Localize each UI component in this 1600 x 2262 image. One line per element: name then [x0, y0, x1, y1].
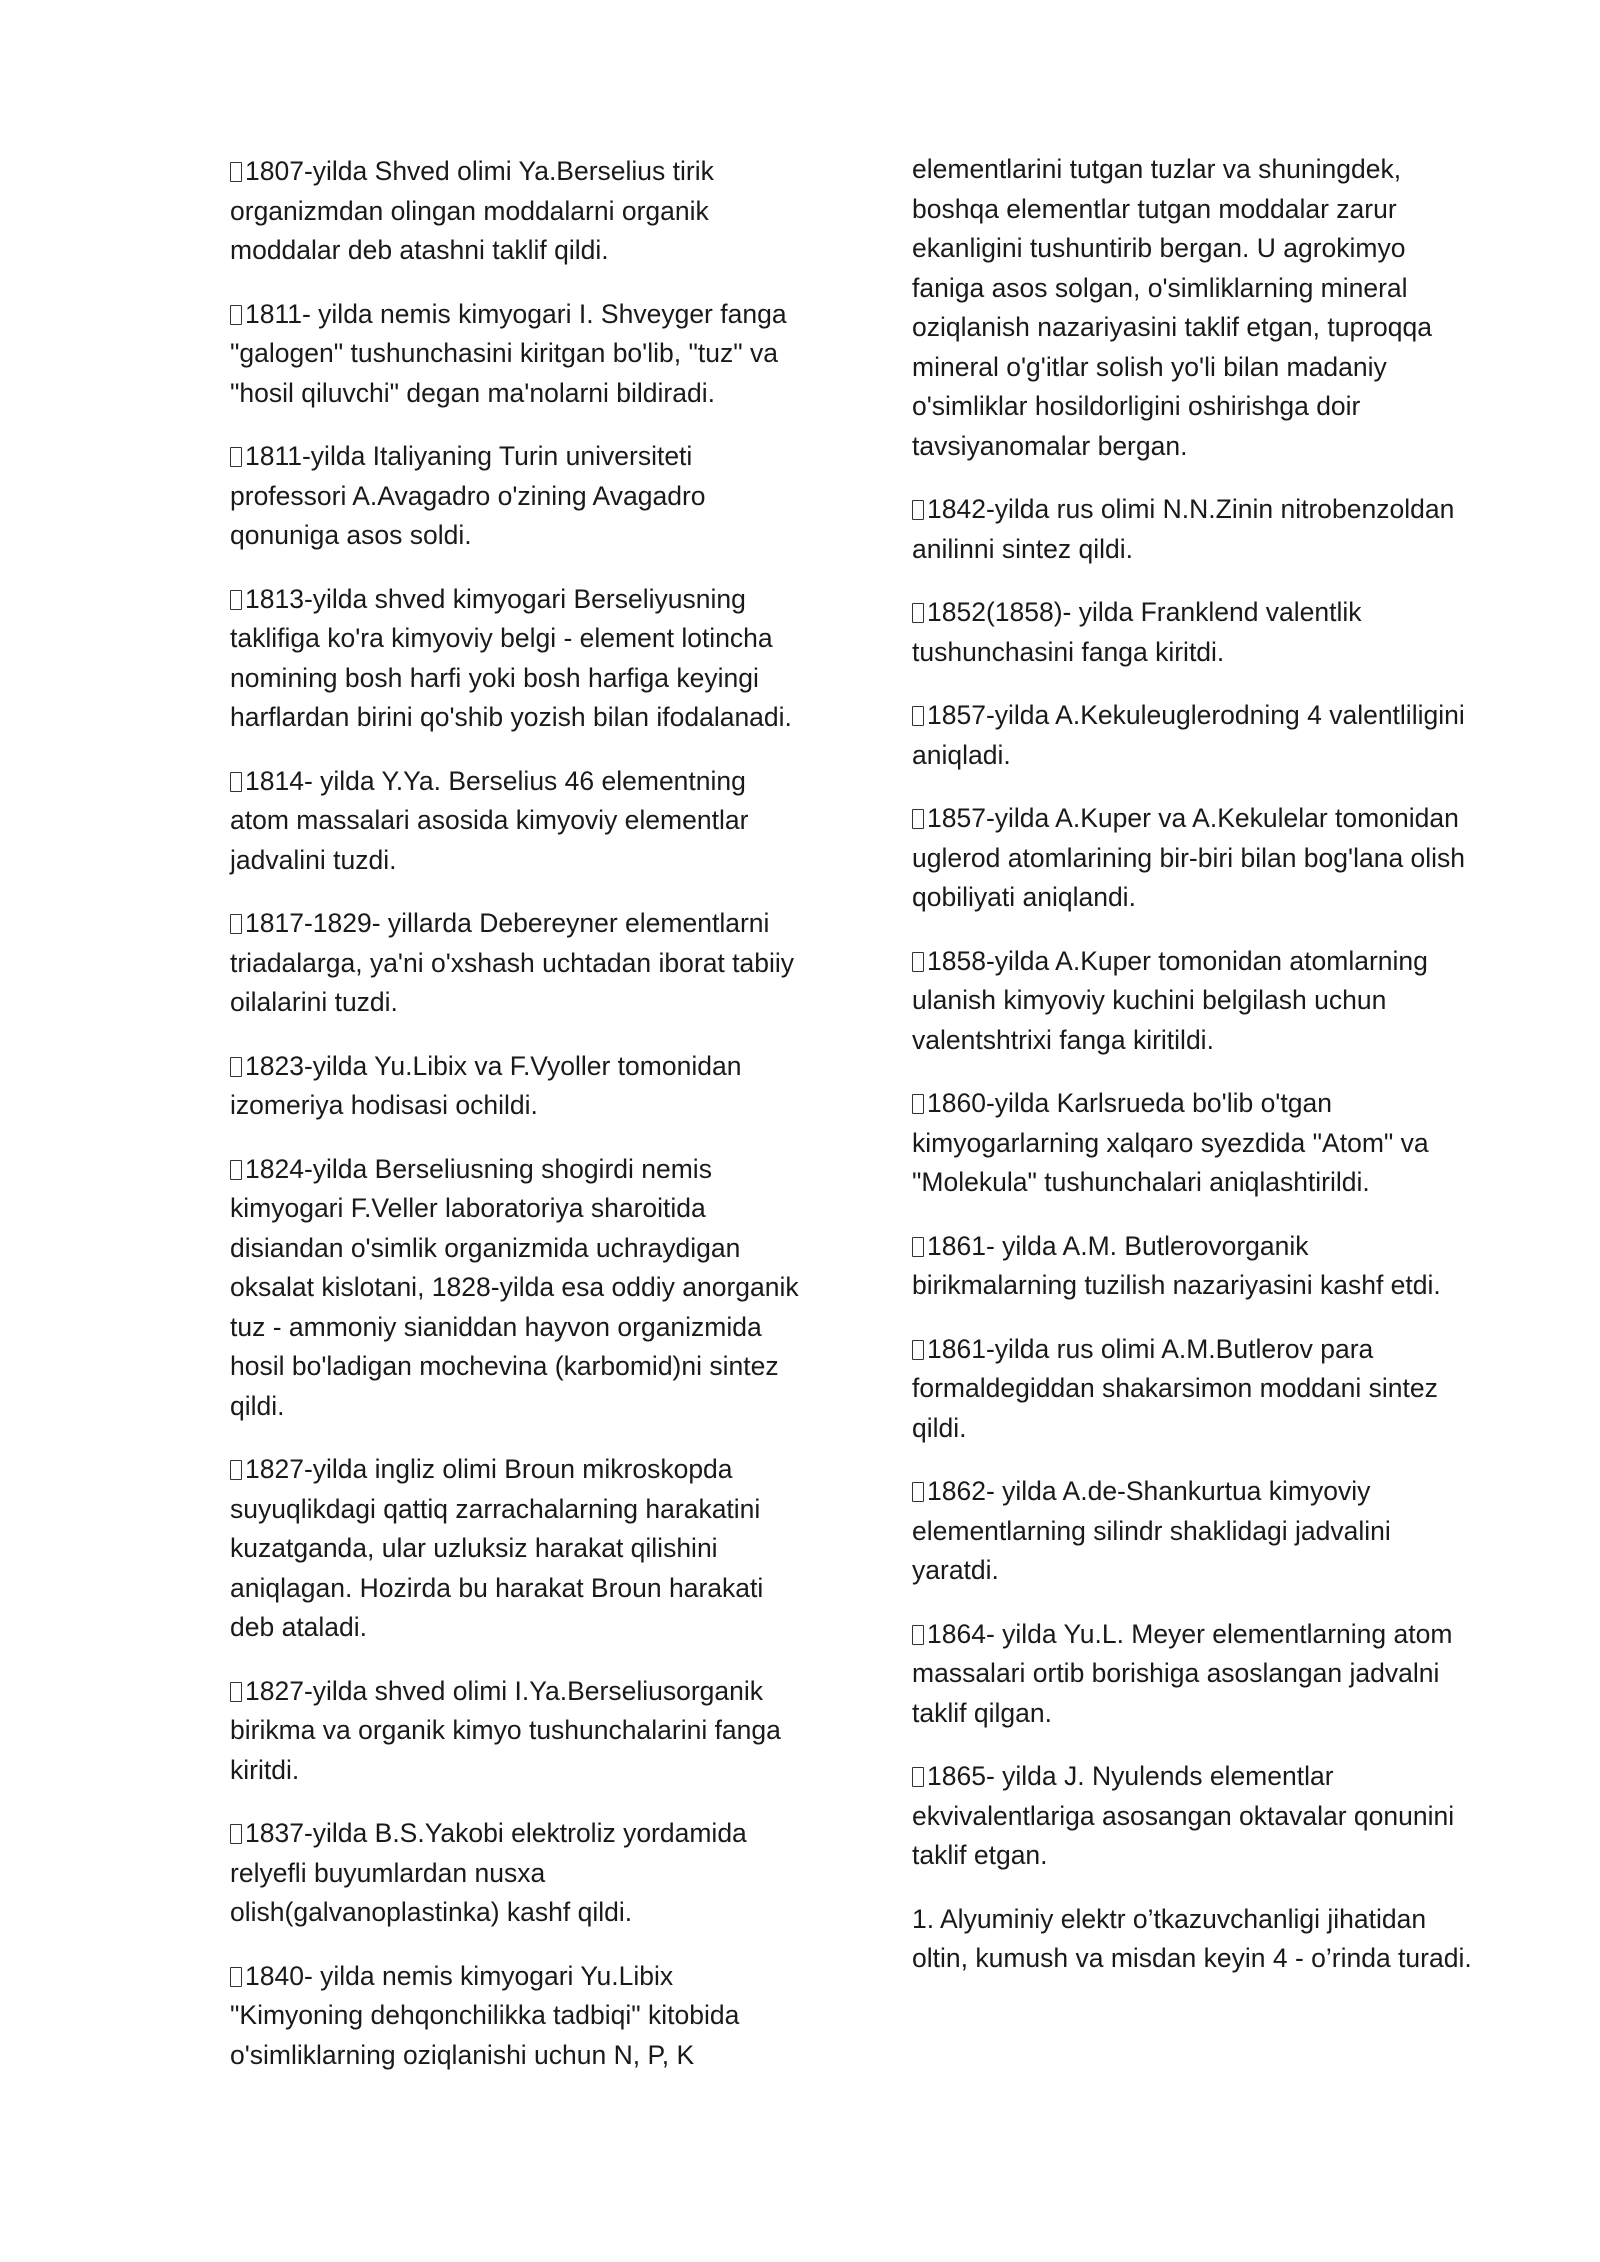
- paragraph: [230, 1957, 830, 2076]
- paragraph-line: [230, 152, 830, 192]
- paragraph-line: [230, 1086, 830, 1126]
- line-text: tushunchasini fanga kiritdi.: [912, 636, 1225, 667]
- paragraph-line: [230, 944, 830, 984]
- paragraph-line: [912, 490, 1512, 530]
- line-text: birikmalarning tuzilish nazariyasini kashf etdi.: [912, 1270, 1441, 1300]
- paragraph-line: [230, 1047, 830, 1087]
- line-text: qildi.: [230, 1390, 285, 1421]
- line-text: uglerod atomlarining bir-biri bilan bog'lana olish: [912, 842, 1466, 873]
- paragraph: [912, 1472, 1512, 1591]
- line-text: massalari ortib borishiga asoslangan jadvalni: [912, 1658, 1440, 1688]
- paragraph: [230, 437, 830, 556]
- missing-glyph-bullet-icon: [912, 1237, 924, 1257]
- line-text: organizmdan olingan moddalarni organik: [230, 195, 709, 226]
- paragraph-line: [230, 841, 830, 881]
- line-text: 1860-yilda Karlsrueda bo'lib o'tgan: [927, 1088, 1332, 1118]
- paragraph: [230, 152, 830, 271]
- paragraph-line: [230, 2036, 830, 2076]
- missing-glyph-bullet-icon: [230, 914, 242, 934]
- paragraph-line: [230, 801, 830, 841]
- missing-glyph-bullet-icon: [230, 1967, 242, 1987]
- line-text: qonuniga asos soldi.: [230, 520, 472, 550]
- missing-glyph-bullet-icon: [912, 1767, 924, 1787]
- missing-glyph-bullet-icon: [912, 809, 924, 829]
- line-text: 1857-yilda A.Kuper va A.Kekulelar tomonidan: [927, 803, 1459, 833]
- line-text: ulanish kimyoviy kuchini belgilash uchun: [912, 985, 1387, 1015]
- paragraph-line: [912, 1512, 1512, 1552]
- paragraph-line: [912, 1551, 1512, 1591]
- paragraph-line: [912, 1939, 1512, 1979]
- paragraph-line: [912, 1266, 1512, 1306]
- line-text: 1865- yilda J. Nyulends elementlar: [927, 1761, 1334, 1791]
- missing-glyph-bullet-icon: [230, 305, 242, 325]
- line-text: 1840- yilda nemis kimyogari Yu.Libix: [245, 1960, 674, 1991]
- line-text: 1857-yilda A.Kekuleuglerodning 4 valentliligini: [927, 700, 1465, 730]
- missing-glyph-bullet-icon: [230, 162, 242, 182]
- paragraph: [230, 1150, 830, 1427]
- line-text: kiritdi.: [230, 1754, 300, 1785]
- paragraph: [912, 696, 1512, 775]
- missing-glyph-bullet-icon: [230, 590, 242, 610]
- paragraph: [912, 150, 1512, 466]
- line-text: 1813-yilda shved kimyogari Berseliyusning: [245, 583, 746, 614]
- paragraph-line: [230, 904, 830, 944]
- line-text: olish(galvanoplastinka) kashf qildi.: [230, 1897, 633, 1927]
- paragraph: [230, 904, 830, 1023]
- paragraph-line: [230, 1387, 830, 1427]
- line-text: "hosil qiluvchi" degan ma'nolarni bildiradi.: [230, 377, 715, 408]
- line-text: formaldegiddan shakarsimon moddani sintez: [912, 1373, 1438, 1403]
- missing-glyph-bullet-icon: [230, 1824, 242, 1844]
- line-text: 1861- yilda A.M. Butlerovorganik: [927, 1230, 1309, 1261]
- paragraph: [230, 762, 830, 881]
- line-text: tuz - ammoniy sianiddan hayvon organizmida: [230, 1311, 762, 1342]
- line-text: moddalar deb atashni taklif qildi.: [230, 235, 609, 265]
- line-text: birikma va organik kimyo tushunchalarini fanga: [230, 1715, 781, 1745]
- line-text: oilalarini tuzdi.: [230, 987, 398, 1017]
- line-text: 1827-yilda ingliz olimi Broun mikroskopda: [245, 1454, 733, 1484]
- paragraph-line: [912, 1900, 1512, 1940]
- paragraph-line: [230, 1229, 830, 1269]
- line-text: relyefli buyumlardan nusxa: [230, 1857, 546, 1888]
- missing-glyph-bullet-icon: [912, 1482, 924, 1502]
- line-text: aniqlagan. Hozirda bu harakat Broun harakati: [230, 1572, 764, 1603]
- paragraph-line: [912, 427, 1512, 467]
- paragraph-line: [912, 1330, 1512, 1370]
- missing-glyph-bullet-icon: [912, 706, 924, 726]
- line-text: 1862- yilda A.de-Shankurtua kimyoviy: [927, 1476, 1371, 1506]
- line-text: oziqlanish nazariyasini taklif etgan, tuproqqa: [912, 312, 1433, 342]
- paragraph: [912, 799, 1512, 918]
- line-text: ekvivalentlariga asosangan oktavalar qonunini: [912, 1800, 1455, 1831]
- paragraph-line: [912, 839, 1512, 879]
- line-text: izomeriya hodisasi ochildi.: [230, 1090, 538, 1120]
- line-text: o'simliklar hosildorligini oshirishga doir: [912, 391, 1361, 421]
- line-text: 1852(1858)- yilda Franklend valentlik: [927, 597, 1362, 627]
- line-text: qobiliyati aniqlandi.: [912, 882, 1136, 912]
- line-text: 1811-yilda Italiyaning Turin universiteti: [245, 441, 693, 471]
- line-text: ekanligini tushuntirib bergan. U agrokimyo: [912, 233, 1406, 263]
- line-text: yaratdi.: [912, 1555, 999, 1585]
- line-text: valentshtrixi fanga kiritildi.: [912, 1024, 1214, 1055]
- line-text: "Kimyoning dehqonchilikka tadbiqi" kitobida: [230, 2000, 740, 2030]
- paragraph-line: [230, 1608, 830, 1648]
- paragraph-line: [912, 530, 1512, 570]
- paragraph-line: [912, 1227, 1512, 1267]
- line-text: harflardan birini qo'shib yozish bilan ifodalanadi.: [230, 702, 792, 732]
- missing-glyph-bullet-icon: [230, 1682, 242, 1702]
- paragraph: [912, 490, 1512, 569]
- line-text: 1824-yilda Berseliusning shogirdi nemis: [245, 1153, 712, 1184]
- line-text: 1837-yilda B.S.Yakobi elektroliz yordamida: [245, 1818, 747, 1848]
- paragraph: [912, 1900, 1512, 1979]
- line-text: kimyogarlarning xalqaro syezdida "Atom" va: [912, 1127, 1429, 1158]
- line-text: oltin, kumush va misdan keyin 4 - o’rinda turadi.: [912, 1943, 1472, 1973]
- line-text: deb ataladi.: [230, 1612, 368, 1642]
- paragraph-line: [912, 308, 1512, 348]
- paragraph: [912, 1227, 1512, 1306]
- paragraph-line: [230, 619, 830, 659]
- paragraph: [230, 1672, 830, 1791]
- line-text: hosil bo'ladigan mochevina (karbomid)ni sintez: [230, 1351, 779, 1381]
- paragraph-line: [230, 437, 830, 477]
- paragraph-line: [912, 190, 1512, 230]
- missing-glyph-bullet-icon: [912, 500, 924, 520]
- missing-glyph-bullet-icon: [912, 1094, 924, 1114]
- line-text: 1811- yilda nemis kimyogari I. Shveyger fanga: [245, 298, 787, 329]
- paragraph-line: [230, 1268, 830, 1308]
- missing-glyph-bullet-icon: [230, 447, 242, 467]
- paragraph: [230, 1047, 830, 1126]
- paragraph-line: [230, 1814, 830, 1854]
- line-text: 1823-yilda Yu.Libix va F.Vyoller tomonidan: [245, 1050, 742, 1081]
- paragraph-line: [912, 387, 1512, 427]
- paragraph-line: [230, 1450, 830, 1490]
- missing-glyph-bullet-icon: [230, 1460, 242, 1480]
- paragraph: [912, 942, 1512, 1061]
- line-text: 1. Alyuminiy elektr o’tkazuvchanligi jihatidan: [912, 1903, 1427, 1934]
- paragraph-line: [912, 1409, 1512, 1449]
- paragraph-line: [230, 374, 830, 414]
- paragraph-line: [230, 762, 830, 802]
- paragraph-line: [230, 1751, 830, 1791]
- paragraph-line: [912, 1757, 1512, 1797]
- paragraph-line: [230, 1569, 830, 1609]
- paragraph: [230, 580, 830, 738]
- paragraph-line: [912, 633, 1512, 673]
- line-text: mineral o'g'itlar solish yo'li bilan madaniy: [912, 351, 1387, 382]
- paragraph-line: [230, 1529, 830, 1569]
- paragraph-line: [912, 229, 1512, 269]
- line-text: taklif qilgan.: [912, 1697, 1052, 1728]
- right-column: [912, 150, 1512, 2003]
- line-text: elementlarning silindr shaklidagi jadvalini: [912, 1515, 1391, 1546]
- paragraph-line: [912, 942, 1512, 982]
- paragraph-line: [912, 1369, 1512, 1409]
- paragraph-line: [912, 1021, 1512, 1061]
- line-text: taklif etgan.: [912, 1840, 1048, 1870]
- paragraph-line: [230, 1347, 830, 1387]
- line-text: disiandan o'simlik organizmida uchraydigan: [230, 1232, 741, 1263]
- paragraph-line: [912, 878, 1512, 918]
- paragraph-line: [912, 1472, 1512, 1512]
- paragraph-line: [230, 334, 830, 374]
- missing-glyph-bullet-icon: [912, 1625, 924, 1645]
- paragraph: [230, 295, 830, 414]
- paragraph-line: [230, 983, 830, 1023]
- line-text: 1858-yilda A.Kuper tomonidan atomlarning: [927, 945, 1428, 976]
- paragraph-line: [230, 1490, 830, 1530]
- line-text: oksalat kislotani, 1828-yilda esa oddiy anorganik: [230, 1272, 799, 1302]
- paragraph-line: [912, 1797, 1512, 1837]
- line-text: 1827-yilda shved olimi I.Ya.Berseliusorganik: [245, 1675, 763, 1706]
- paragraph: [230, 1814, 830, 1933]
- line-text: "Molekula" tushunchalari aniqlashtirildi.: [912, 1167, 1370, 1197]
- line-text: aniqladi.: [912, 739, 1011, 770]
- paragraph-line: [912, 696, 1512, 736]
- paragraph-line: [912, 150, 1512, 190]
- paragraph-line: [230, 698, 830, 738]
- line-text: kuzatganda, ular uzluksiz harakat qilishini: [230, 1533, 718, 1563]
- line-text: tavsiyanomalar bergan.: [912, 430, 1188, 461]
- line-text: qildi.: [912, 1412, 967, 1443]
- line-text: kimyogari F.Veller laboratoriya sharoitida: [230, 1193, 706, 1223]
- paragraph-line: [230, 516, 830, 556]
- paragraph-line: [912, 1615, 1512, 1655]
- paragraph-line: [230, 659, 830, 699]
- missing-glyph-bullet-icon: [912, 952, 924, 972]
- line-text: 1864- yilda Yu.L. Meyer elementlarning atom: [927, 1618, 1453, 1649]
- paragraph-line: [230, 1996, 830, 2036]
- line-text: 1842-yilda rus olimi N.N.Zinin nitrobenzoldan: [927, 494, 1455, 524]
- line-text: jadvalini tuzdi.: [230, 844, 397, 875]
- paragraph-line: [230, 192, 830, 232]
- paragraph-line: [912, 1654, 1512, 1694]
- left-column: [230, 152, 830, 2099]
- paragraph: [912, 1757, 1512, 1876]
- paragraph: [912, 1084, 1512, 1203]
- paragraph: [912, 1330, 1512, 1449]
- missing-glyph-bullet-icon: [230, 772, 242, 792]
- paragraph-line: [230, 1308, 830, 1348]
- line-text: triadalarga, ya'ni o'xshash uchtadan iborat tabiiy: [230, 947, 795, 978]
- paragraph-line: [912, 1124, 1512, 1164]
- line-text: 1807-yilda Shved olimi Ya.Berselius tirik: [245, 156, 714, 186]
- paragraph-line: [912, 1084, 1512, 1124]
- paragraph-line: [230, 231, 830, 271]
- paragraph-line: [912, 1694, 1512, 1734]
- line-text: 1817-1829- yillarda Debereyner elementlarni: [245, 908, 770, 938]
- paragraph-line: [230, 1189, 830, 1229]
- paragraph-line: [912, 736, 1512, 776]
- line-text: taklifiga ko'ra kimyoviy belgi - element lotincha: [230, 623, 773, 653]
- paragraph-line: [912, 593, 1512, 633]
- paragraph-line: [230, 477, 830, 517]
- paragraph-line: [912, 269, 1512, 309]
- line-text: suyuqlikdagi qattiq zarrachalarning harakatini: [230, 1493, 761, 1524]
- paragraph: [912, 1615, 1512, 1734]
- paragraph-line: [230, 1957, 830, 1997]
- missing-glyph-bullet-icon: [230, 1057, 242, 1077]
- paragraph-line: [230, 1150, 830, 1190]
- line-text: anilinni sintez qildi.: [912, 533, 1133, 564]
- missing-glyph-bullet-icon: [912, 1340, 924, 1360]
- line-text: o'simliklarning oziqlanishi uchun N, P, K: [230, 2039, 695, 2070]
- paragraph-line: [912, 1836, 1512, 1876]
- line-text: professori A.Avagadro o'zining Avagadro: [230, 480, 706, 511]
- line-text: boshqa elementlar tutgan moddalar zarur: [912, 193, 1397, 224]
- paragraph-line: [230, 1854, 830, 1894]
- missing-glyph-bullet-icon: [230, 1160, 242, 1180]
- line-text: nomining bosh harfi yoki bosh harfiga keyingi: [230, 662, 759, 693]
- line-text: elementlarini tutgan tuzlar va shuningdek,: [912, 154, 1402, 184]
- paragraph-line: [912, 1163, 1512, 1203]
- line-text: faniga asos solgan, o'simliklarning mineral: [912, 272, 1408, 303]
- paragraph-line: [230, 1711, 830, 1751]
- paragraph: [230, 1450, 830, 1648]
- line-text: atom massalari asosida kimyoviy elementlar: [230, 805, 749, 835]
- paragraph-line: [230, 580, 830, 620]
- paragraph-line: [230, 295, 830, 335]
- paragraph-line: [912, 981, 1512, 1021]
- paragraph-line: [912, 348, 1512, 388]
- paragraph: [912, 593, 1512, 672]
- line-text: "galogen" tushunchasini kiritgan bo'lib, "tuz" va: [230, 338, 778, 368]
- paragraph-line: [912, 799, 1512, 839]
- missing-glyph-bullet-icon: [912, 603, 924, 623]
- paragraph-line: [230, 1672, 830, 1712]
- line-text: 1814- yilda Y.Ya. Berselius 46 elementning: [245, 765, 746, 796]
- paragraph-line: [230, 1893, 830, 1933]
- line-text: 1861-yilda rus olimi A.M.Butlerov para: [927, 1333, 1374, 1364]
